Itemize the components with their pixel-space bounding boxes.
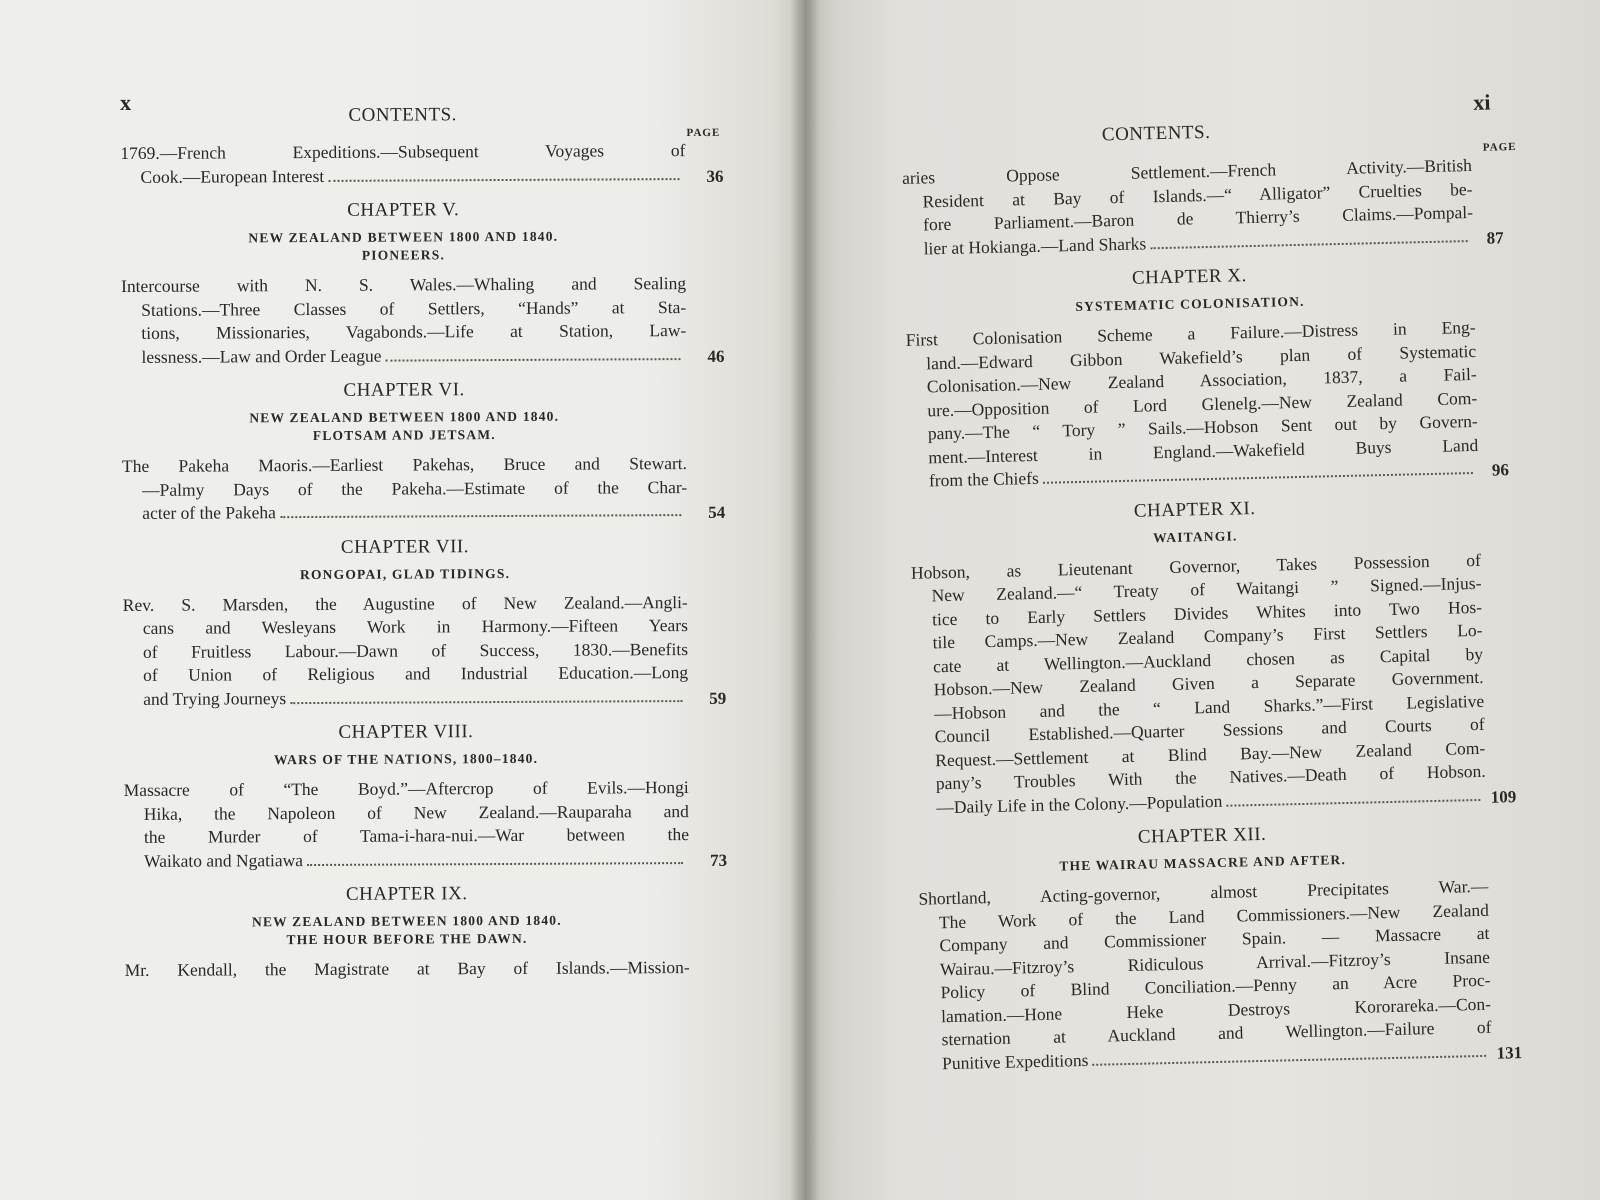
chapter-subheads — [122, 408, 687, 445]
toc-entry-line: Shortland, Acting-governor, almost Precipitates War.— — [918, 875, 1489, 909]
right-page-content — [900, 80, 1523, 1076]
toc-entry-line: Council Established.—Quarter Sessions and Courts of — [934, 713, 1485, 747]
toc-entry-text: Punitive Expeditions — [941, 1049, 1089, 1073]
toc-entry-line — [123, 685, 688, 711]
toc-entry-line: fore Parliament.—Baron de Thierry’s Claims.—Pompal- — [922, 201, 1474, 235]
toc-entry-line: Policy of Blind Conciliation.—Penny an Acre Proc- — [940, 969, 1491, 1003]
toc-entry-line — [121, 343, 686, 369]
page-number: 36 — [706, 166, 724, 186]
right-toc-body — [901, 154, 1523, 1076]
toc-entry-line: of Fruitless Labour.—Dawn of Success, 1830.—Benefits — [142, 638, 689, 662]
chapter-heading: CHAPTER X. — [1131, 265, 1248, 289]
dot-leader — [280, 514, 681, 518]
toc-entry-text: Cook.—European Interest — [140, 165, 325, 187]
chapter-subheads — [124, 912, 689, 949]
toc-entry — [121, 272, 725, 369]
toc-entry — [910, 548, 1517, 819]
toc-entry-line: of Union of Religious and Industrial Education.—Long — [143, 662, 689, 685]
toc-entry-line — [120, 163, 685, 189]
page-number: 96 — [1491, 460, 1510, 480]
toc-entry-line: Hobson.—New Zealand Given a Separate Government. — [933, 666, 1484, 700]
book-gutter — [790, 0, 820, 1200]
toc-entry-line: Company and Commissioner Spain. — Massacre at — [939, 922, 1490, 956]
right-page — [805, 0, 1600, 1200]
toc-entry-line — [124, 847, 689, 873]
dot-leader — [307, 862, 683, 866]
toc-entry-line: cate at Wellington.—Auckland chosen as Capital by — [932, 643, 1484, 676]
chapter-heading: CHAPTER VIII. — [338, 721, 474, 743]
toc-entry-line: Massacre of “The Boyd.”—Aftercrop of Evils.—Hongi — [123, 777, 689, 800]
chapter-subtitle: SYSTEMATIC COLONISATION. — [1075, 293, 1305, 315]
dot-leader — [1093, 1054, 1487, 1065]
chapter-heading: CHAPTER V. — [347, 199, 460, 221]
toc-entry-line: ment.—Interest in England.—Wakefield Buys Land — [928, 434, 1479, 467]
page-number: 131 — [1496, 1042, 1523, 1063]
dot-leader — [1150, 240, 1467, 249]
page-number: 54 — [708, 502, 726, 522]
toc-entry-line: Request.—Settlement at Blind Bay.—New Zealand Com- — [935, 737, 1486, 770]
left-page-label: PAGE — [686, 126, 721, 140]
toc-entry-line: tile Camps.—New Zealand Company’s First Settlers Lo- — [932, 619, 1483, 653]
toc-entry-line: Stations.—Three Classes of Settlers, “Hands” at Sta- — [141, 296, 687, 320]
chapter-subtitle: FLOTSAM AND JETSAM. — [312, 427, 496, 443]
toc-entry-text: and Trying Journeys — [143, 687, 287, 709]
chapter-subtitle: THE WAIRAU MASSACRE AND AFTER. — [1059, 852, 1347, 874]
toc-entry-line: lamation.—Hone Heke Destroys Kororareka.—Con- — [940, 993, 1492, 1026]
toc-entry-line: sternation at Auckland and Wellington.—Failure of — [941, 1016, 1492, 1050]
toc-entry-line: New Zealand.—“ Treaty of Waitangi ” Signed.—Injus- — [931, 572, 1482, 606]
dot-leader — [328, 178, 679, 182]
toc-entry — [125, 956, 690, 982]
toc-entry-line — [122, 499, 687, 525]
chapter-subheads — [918, 849, 1488, 878]
dot-leader — [1227, 798, 1481, 806]
toc-entry-line: aries Oppose Settlement.—French Activity.—British — [901, 154, 1473, 188]
chapter-subtitle: NEW ZEALAND BETWEEN 1800 AND 1840. — [248, 228, 559, 246]
chapter-subtitle: RONGOPAI, GLAD TIDINGS. — [299, 565, 511, 582]
chapter-heading: CHAPTER XI. — [1133, 497, 1256, 522]
page-number: 73 — [710, 850, 728, 870]
toc-entry-text: lier at Hokianga.—Land Sharks — [923, 232, 1147, 258]
chapter-subheads — [123, 565, 688, 584]
toc-entry-line: —Hobson and the “ Land Sharks.”—First Legislative — [933, 690, 1485, 723]
toc-entry-line: The Pakeha Maoris.—Earliest Pakehas, Bruce and Stewart. — [121, 453, 688, 476]
toc-entry-line: pany’s Troubles With the Natives.—Death of Hobson. — [935, 760, 1486, 794]
toc-entry — [122, 591, 727, 711]
chapter-subheads — [121, 228, 686, 265]
toc-entry-line: Mr. Kendall, the Magistrate at Bay of Islands.—Mission- — [124, 957, 690, 980]
toc-entry-line: Colonisation.—New Zealand Association, 1837, a Fail- — [926, 363, 1477, 397]
chapter-subtitle: NEW ZEALAND BETWEEN 1800 AND 1840. — [251, 912, 562, 930]
right-running-title: CONTENTS. — [1101, 121, 1211, 146]
toc-entry-line: pany.—The “ Tory ” Sails.—Hobson Sent out by Govern- — [927, 410, 1478, 444]
toc-entry-line: First Colonisation Scheme a Failure.—Distress in Eng- — [905, 316, 1476, 350]
chapter-subheads — [124, 750, 689, 769]
toc-entry-line: Hika, the Napoleon of New Zealand.—Rauparaha and — [143, 800, 689, 824]
left-folio: x — [120, 89, 132, 115]
chapter-heading: CHAPTER XII. — [1137, 823, 1267, 848]
dot-leader — [1043, 472, 1473, 484]
toc-entry-text: Waikato and Ngatiawa — [144, 849, 304, 871]
chapter-subtitle: THE HOUR BEFORE THE DAWN. — [286, 930, 528, 948]
toc-entry-line: Resident at Bay of Islands.—“ Alligator” Cruelties be- — [922, 178, 1473, 211]
toc-entry-line: Rev. S. Marsden, the Augustine of New Zealand.—Angli- — [122, 591, 688, 615]
left-running-title: CONTENTS. — [348, 104, 457, 126]
dot-leader — [386, 358, 681, 362]
toc-entry — [121, 452, 726, 525]
toc-entry-text: acter of the Pakeha — [142, 502, 276, 523]
chapter-heading: CHAPTER VII. — [340, 535, 470, 558]
right-running-head — [900, 80, 1491, 146]
toc-entry — [918, 875, 1523, 1076]
toc-entry — [905, 316, 1510, 493]
chapter-heading: CHAPTER IX. — [345, 883, 468, 905]
toc-entry-line: cans and Wesleyans Work in Harmony.—Fifteen Years — [142, 615, 688, 638]
toc-entry-line: tice to Early Settlers Divides Whites into Two Hos- — [931, 596, 1483, 629]
toc-entry-line: —Palmy Days of the Pakeha.—Estimate of the Char- — [142, 476, 688, 500]
chapter-subheads — [905, 290, 1475, 319]
chapter-heading: CHAPTER VI. — [343, 379, 465, 401]
chapter-subtitle: WARS OF THE NATIONS, 1800–1840. — [273, 750, 539, 768]
toc-entry-line: ure.—Opposition of Lord Glenelg.—New Zealand Com- — [927, 387, 1478, 420]
toc-entry — [123, 776, 728, 873]
toc-entry-line: 1769.—French Expeditions.—Subsequent Voyages of — [120, 140, 686, 163]
right-page-label: PAGE — [1482, 140, 1517, 154]
toc-entry — [120, 139, 724, 189]
toc-entry-text: from the Chiefs — [928, 467, 1039, 491]
toc-entry-line: The Work of the Land Commissioners.—New Zealand — [938, 899, 1490, 932]
toc-entry-line: Wairau.—Fitzroy’s Ridiculous Arrival.—Fitzroy’s Insane — [939, 946, 1491, 979]
left-running-head — [120, 77, 685, 130]
toc-entry-line: the Murder of Tama-i-hara-nui.—War between the — [143, 824, 690, 847]
chapter-subtitle: WAITANGI. — [1152, 527, 1238, 545]
toc-entry-line: tions, Missionaries, Vagabonds.—Life at Station, Law- — [141, 320, 687, 343]
chapter-subtitle: NEW ZEALAND BETWEEN 1800 AND 1840. — [249, 408, 560, 426]
toc-entry-text: lessness.—Law and Order League — [141, 345, 382, 367]
right-folio: xi — [1473, 89, 1491, 115]
toc-entry — [901, 154, 1504, 261]
left-toc-body — [120, 139, 728, 982]
page-number: 59 — [709, 688, 727, 708]
toc-entry-text: —Daily Life in the Colony.—Population — [936, 790, 1223, 817]
page-number: 46 — [707, 346, 725, 366]
page-number: 109 — [1490, 786, 1517, 807]
page-number: 87 — [1486, 227, 1504, 248]
chapter-subtitle: PIONEERS. — [361, 247, 446, 263]
chapter-subheads — [910, 522, 1480, 551]
toc-entry-line: land.—Edward Gibbon Wakefield’s plan of Systematic — [926, 340, 1477, 373]
toc-entry-line: Intercourse with N. S. Wales.—Whaling and Sealing — [121, 273, 687, 296]
toc-entry-line: Hobson, as Lieutenant Governor, Takes Possession of — [910, 549, 1482, 583]
left-page-content — [120, 77, 728, 982]
dot-leader — [290, 700, 682, 704]
